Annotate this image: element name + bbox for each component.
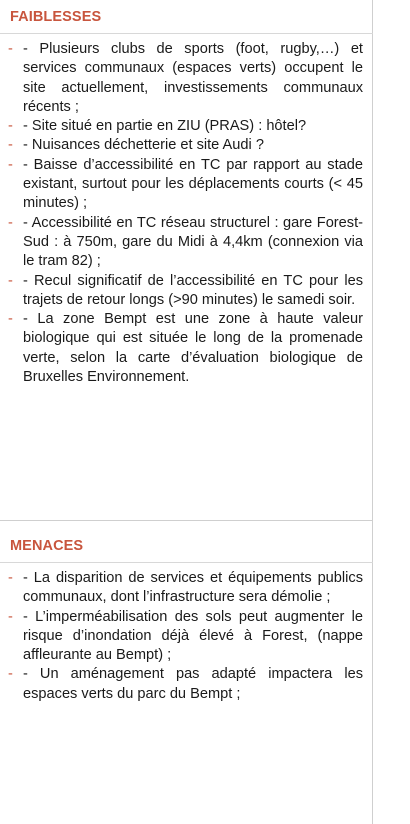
list-item — [8, 310, 363, 387]
item-text: - Plusieurs clubs de sports (foot, rugby,…) et services communaux (espaces verts) occupent le site actuellement, investissements communaux récents ; — [23, 41, 363, 115]
item-text: - Un aménagement pas adapté impactera les espaces verts du parc du Bempt ; — [23, 666, 363, 702]
list-item — [8, 40, 363, 117]
bullet-dash: - — [8, 666, 13, 683]
list-item — [8, 136, 363, 155]
bullet-dash: - — [8, 156, 13, 173]
bullet-dash: - — [8, 272, 13, 289]
list-item — [8, 608, 363, 666]
item-text: - La disparition de services et équipements publics communaux, dont l’infrastructure sera démolie ; — [23, 570, 363, 606]
item-text: - Site situé en partie en ZIU (PRAS) : hôtel? — [23, 118, 307, 135]
menaces-section — [0, 520, 373, 824]
item-text: - Recul significatif de l’accessibilité en TC pour les trajets de retour longs (>90 minutes) le samedi soir. — [23, 272, 363, 308]
bullet-dash: - — [8, 137, 13, 154]
list-item — [8, 117, 363, 136]
item-text: - Nuisances déchetterie et site Audi ? — [23, 137, 264, 154]
item-text: - La zone Bempt est une zone à haute valeur biologique qui est située le long de la promenade verte, selon la carte d’évaluation biologique de Bruxelles Environnement. — [23, 311, 363, 386]
bullet-dash: - — [8, 311, 13, 328]
faiblesses-list — [0, 34, 373, 387]
item-text: - Accessibilité en TC réseau structurel : gare Forest-Sud : à 750m, gare du Midi à 4,4km (connexion via le tram 82) ; — [23, 214, 363, 270]
list-item — [8, 156, 363, 214]
menaces-title: MENACES — [0, 521, 373, 563]
item-text: - Baisse d’accessibilité en TC par rapport au stade existant, surtout pour les déplacements courts (< 45 minutes) ; — [23, 156, 363, 212]
bullet-dash: - — [8, 41, 13, 57]
bullet-dash: - — [8, 608, 13, 625]
menaces-list — [0, 563, 373, 704]
list-item — [8, 214, 363, 272]
list-item — [8, 665, 363, 704]
faiblesses-title: FAIBLESSES — [0, 0, 373, 34]
list-item — [8, 569, 363, 608]
item-text: - L’imperméabilisation des sols peut augmenter le risque d’inondation déjà élevé à Forest, (nappe affleurante au Bempt) ; — [23, 608, 363, 664]
list-item — [8, 272, 363, 311]
bullet-dash: - — [8, 214, 13, 231]
bullet-dash: - — [8, 118, 13, 135]
bullet-dash: - — [8, 570, 13, 586]
